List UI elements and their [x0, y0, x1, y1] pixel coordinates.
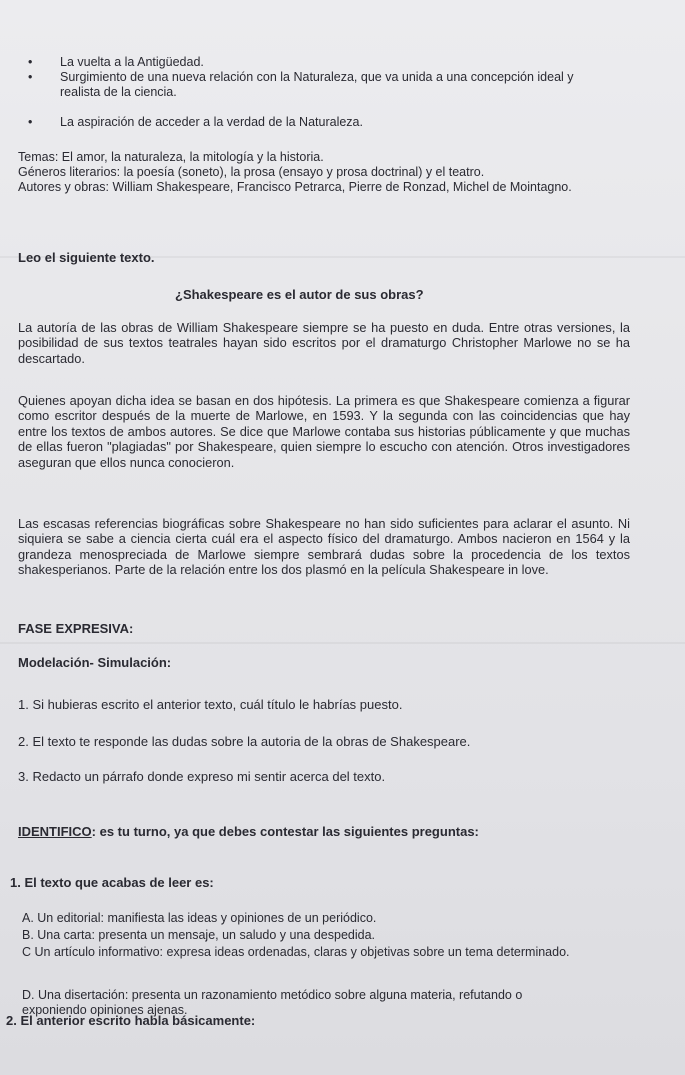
task-item: 1. Si hubieras escrito el anterior texto, cuál título le habrías puesto.: [18, 697, 403, 712]
autores-line: Autores y obras: William Shakespeare, Francisco Petrarca, Pierre de Ronzad, Michel de Mointagno.: [18, 180, 572, 194]
leo-heading: Leo el siguiente texto.: [18, 250, 155, 265]
bullet-item: • La vuelta a la Antigüedad.: [28, 55, 204, 69]
temas-line: Temas: El amor, la naturaleza, la mitología y la historia.: [18, 150, 324, 164]
bullet-icon: •: [28, 55, 33, 69]
paragraph: La autoría de las obras de William Shakespeare siempre se ha puesto en duda. Entre otras versiones, la posibilidad de sus textos teatrales hayan sido escritos por el dramaturgo Christopher Marlowe no se ha descartado.: [18, 320, 630, 366]
option-c: C Un artículo informativo: expresa ideas ordenadas, claras y objetivas sobre un tema determinado.: [22, 945, 570, 959]
option-a: A. Un editorial: manifiesta las ideas y opiniones de un periódico.: [22, 911, 377, 925]
paragraph: Las escasas referencias biográficas sobre Shakespeare no han sido suficientes para aclarar el asunto. Ni siquiera se sabe a ciencia cierta cuál era el aspecto físico del dramaturgo. Ambos nacieron en 1564 y la grandeza menospreciada de Marlowe siempre sembrará dudas sobre la procedencia de los textos shakesperianos. Parte de la relación entre los dos plasmó en la película Shakespeare in love.: [18, 516, 630, 578]
paragraph: Quienes apoyan dicha idea se basan en dos hipótesis. La primera es que Shakespeare comienza a figurar como escritor después de la muerte de Marlowe, en 1593. Y la segunda con las coincidencias que hay entre los textos de ambos autores. Se dice que Marlowe contaba sus historias públicamente y que muchas de ellas fueron "plagiadas" por Shakespeare, quien siempre lo escucho con atención. Otros investigadores aseguran que ellos nunca conocieron.: [18, 393, 630, 470]
modelacion-heading: Modelación- Simulación:: [18, 655, 172, 670]
task-item: 3. Redacto un párrafo donde expreso mi sentir acerca del texto.: [18, 769, 386, 784]
option-d: D. Una disertación: presenta un razonamiento metódico sobre alguna materia, refutando o exponiendo opiniones ajenas.: [22, 988, 523, 1017]
fase-heading: FASE EXPRESIVA:: [18, 621, 134, 636]
option-b: B. Una carta: presenta un mensaje, un saludo y una despedida.: [22, 928, 376, 942]
bullet-icon: •: [28, 70, 33, 84]
bullet-item: • Surgimiento de una nueva relación con la Naturaleza, que va unida a una concepción ideal y realista de la ciencia.: [28, 70, 574, 99]
question-1: 1. El texto que acabas de leer es:: [10, 875, 214, 890]
question-2: 2. El anterior escrito habla básicamente:: [6, 1013, 256, 1028]
bullet-item: • La aspiración de acceder a la verdad de la Naturaleza.: [28, 115, 363, 129]
bullet-icon: •: [28, 115, 33, 129]
generos-line: Géneros literarios: la poesía (soneto), la prosa (ensayo y prosa doctrinal) y el teatro.: [18, 165, 485, 179]
identifico-heading: IDENTIFICO: es tu turno, ya que debes contestar las siguientes preguntas:: [18, 824, 479, 839]
page-title: ¿Shakespeare es el autor de sus obras?: [175, 287, 424, 302]
paper-fold: [0, 642, 685, 644]
task-item: 2. El texto te responde las dudas sobre la autoria de la obras de Shakespeare.: [18, 734, 471, 749]
